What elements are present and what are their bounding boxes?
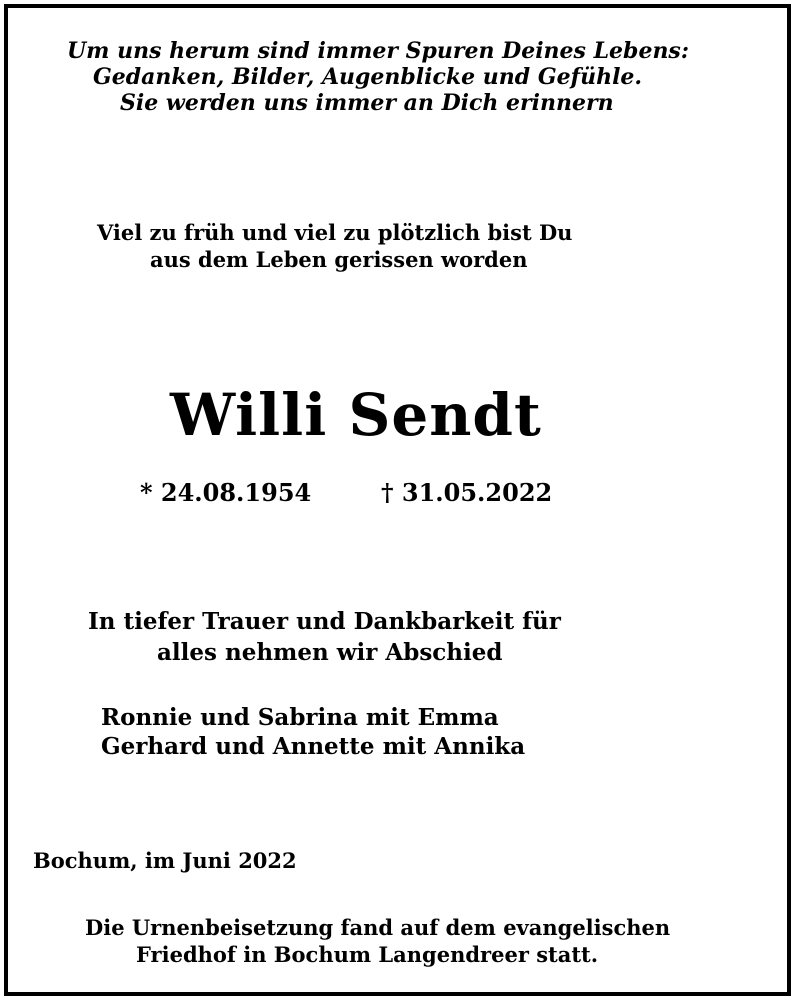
mourning-line-2: alles nehmen wir Abschied: [157, 639, 503, 666]
motto-line-2: Gedanken, Bilder, Augenblicke und Gefühle.: [93, 64, 643, 90]
burial-note-line-2: Friedhof in Bochum Langendreer statt.: [136, 942, 599, 967]
motto-line-3: Sie werden uns immer an Dich erinnern: [120, 90, 614, 116]
family-line-2: Gerhard und Annette mit Annika: [101, 733, 526, 760]
burial-note-line-1: Die Urnenbeisetzung fand auf dem evangelischen: [85, 915, 671, 940]
mourning-line-1: In tiefer Trauer und Dankbarkeit für: [88, 608, 561, 635]
deceased-name: Willi Sendt: [170, 381, 542, 449]
birth-date: * 24.08.1954: [140, 478, 312, 507]
death-date: † 31.05.2022: [381, 478, 553, 507]
family-line-1: Ronnie und Sabrina mit Emma: [101, 704, 499, 731]
intro-line-1: Viel zu früh und viel zu plötzlich bist Du: [97, 220, 573, 245]
motto-line-1: Um uns herum sind immer Spuren Deines Lebens:: [67, 38, 689, 64]
intro-line-2: aus dem Leben gerissen worden: [150, 247, 528, 272]
place-date: Bochum, im Juni 2022: [33, 848, 297, 873]
